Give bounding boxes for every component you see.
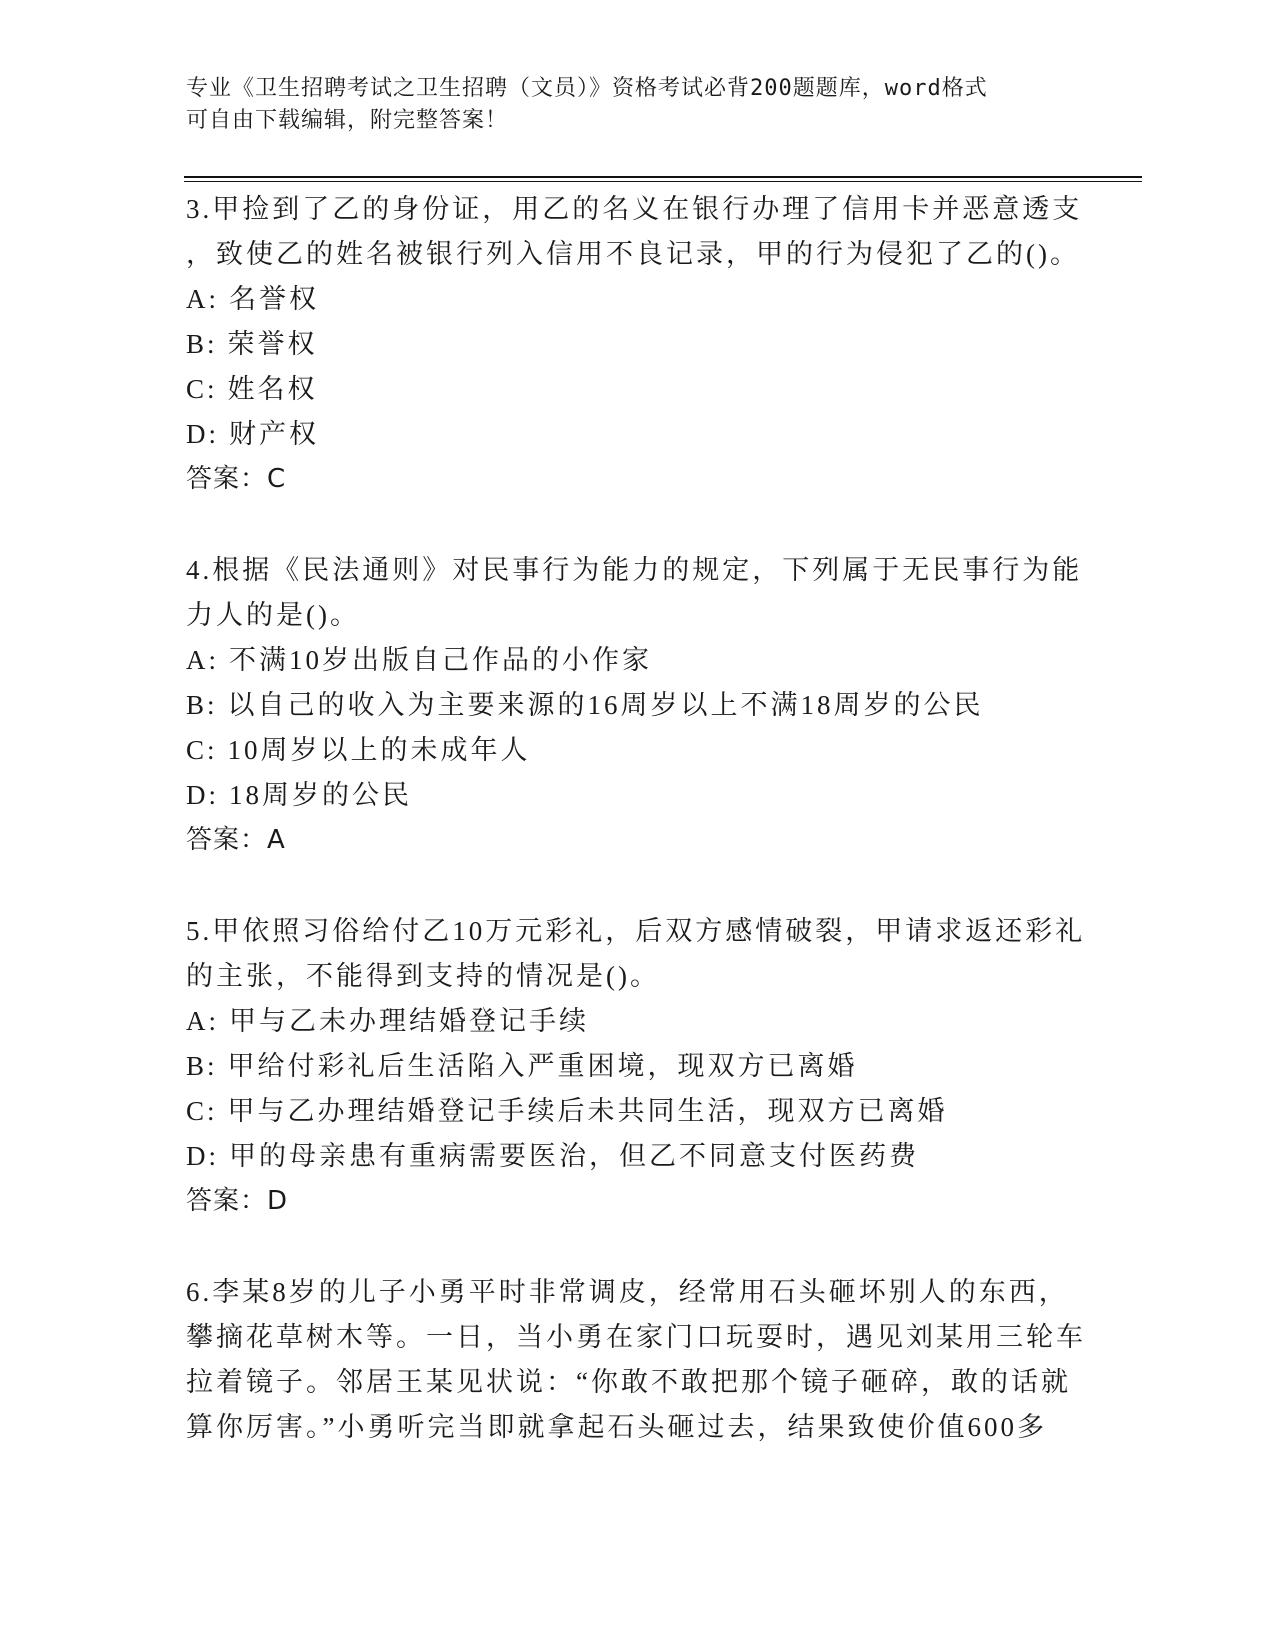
option-text: 姓名权: [227, 374, 318, 404]
option-text: 10周岁以上的未成年人: [227, 735, 531, 765]
option-text: 名誉权: [229, 284, 319, 314]
option-text: 甲的母亲患有重病需要医治，但乙不同意支付医药费: [229, 1141, 919, 1171]
header-divider-thin: [184, 181, 1142, 182]
document-header: [186, 73, 1086, 137]
question-text-line: 4.根据《民法通则》对民事行为能力的规定，下列属于无民事行为能: [186, 555, 1083, 585]
question-4: [186, 548, 1106, 863]
question-text-line: 拉着镜子。邻居王某见状说：“你敢不敢把那个镜子砸碎，敢的话就: [186, 1367, 1071, 1397]
question-text-line: 攀摘花草树木等。一日，当小勇在家门口玩耍时，遇见刘某用三轮车: [186, 1322, 1086, 1352]
option-text: 甲给付彩礼后生活陷入严重困境，现双方已离婚: [227, 1051, 858, 1081]
answer-line: 答案：C: [186, 464, 287, 494]
option-text: 以自己的收入为主要来源的16周岁以上不满18周岁的公民: [227, 690, 984, 720]
question-5: [186, 909, 1106, 1224]
answer-line: 答案：D: [186, 1186, 289, 1216]
header-line: 专业《卫生招聘考试之卫生招聘（文员）》资格考试必背200题题库，word格式: [186, 76, 988, 101]
option-text: 荣誉权: [227, 329, 318, 359]
option-a: [186, 277, 1106, 322]
question-list: [186, 187, 1106, 1496]
option-b: [186, 322, 1106, 367]
option-b: [186, 683, 1106, 728]
option-key: C:: [186, 374, 218, 404]
option-key: C:: [186, 1096, 218, 1126]
question-text-line: 5.甲依照习俗给付乙10万元彩礼，后双方感情破裂，甲请求返还彩礼: [186, 916, 1086, 946]
option-key: B:: [186, 690, 218, 720]
option-key: B:: [186, 1051, 218, 1081]
option-key: B:: [186, 329, 218, 359]
option-key: C:: [186, 735, 218, 765]
option-key: D:: [186, 1141, 219, 1171]
header-divider-thick: [184, 176, 1142, 178]
option-key: D:: [186, 780, 219, 810]
option-d: [186, 412, 1106, 457]
header-line: 可自由下载编辑，附完整答案！: [186, 108, 509, 133]
option-text: 不满10岁出版自己作品的小作家: [229, 645, 652, 675]
option-key: A:: [186, 645, 219, 675]
question-6: [186, 1270, 1106, 1450]
answer-line: 答案：A: [186, 825, 286, 855]
option-text: 甲与乙未办理结婚登记手续: [229, 1006, 589, 1036]
option-c: [186, 728, 1106, 773]
question-text-line: 的主张，不能得到支持的情况是()。: [186, 961, 660, 991]
option-text: 财产权: [229, 419, 319, 449]
option-text: 甲与乙办理结婚登记手续后未共同生活，现双方已离婚: [227, 1096, 948, 1126]
option-d: [186, 1134, 1106, 1179]
option-a: [186, 638, 1106, 683]
option-key: A:: [186, 1006, 219, 1036]
question-text-line: 力人的是()。: [186, 600, 360, 630]
option-key: D:: [186, 419, 219, 449]
option-d: [186, 773, 1106, 818]
question-text-line: ，致使乙的姓名被银行列入信用不良记录，甲的行为侵犯了乙的()。: [186, 239, 1080, 269]
option-c: [186, 1089, 1106, 1134]
question-text-line: 6.李某8岁的儿子小勇平时非常调皮，经常用石头砸坏别人的东西，: [186, 1277, 1069, 1307]
option-c: [186, 367, 1106, 412]
question-text-line: 算你厉害。”小勇听完当即就拿起石头砸过去，结果致使价值600多: [186, 1412, 1047, 1442]
question-text-line: 3.甲捡到了乙的身份证，用乙的名义在银行办理了信用卡并恶意透支: [186, 194, 1083, 224]
option-a: [186, 999, 1106, 1044]
option-b: [186, 1044, 1106, 1089]
question-3: [186, 187, 1106, 502]
option-key: A:: [186, 284, 219, 314]
option-text: 18周岁的公民: [229, 780, 412, 810]
